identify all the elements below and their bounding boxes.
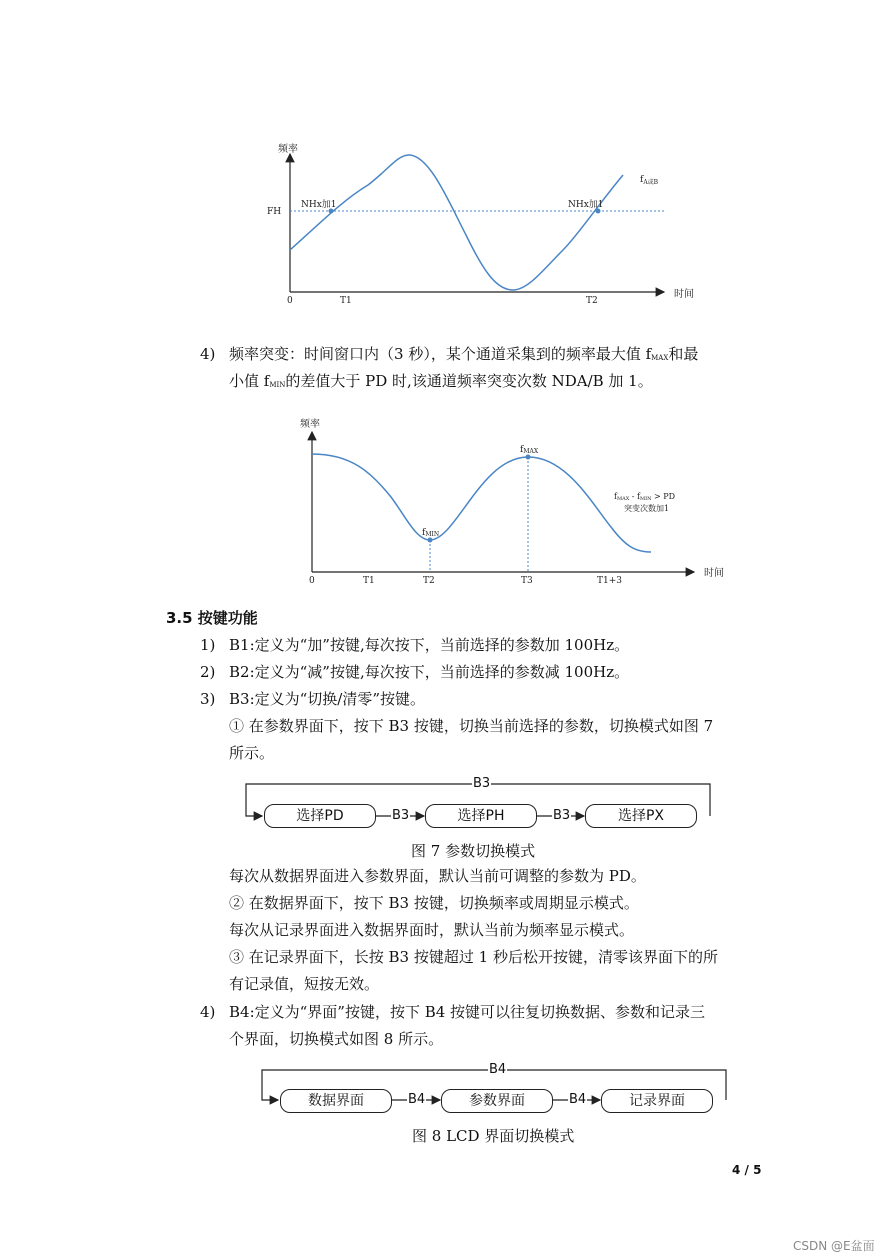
- fmin-point: [428, 538, 433, 543]
- b3-sub1-line-2: 所示。: [229, 744, 275, 762]
- fmax-label: fMAX: [520, 445, 539, 455]
- b3-sub1-line-1: ① 在参数界面下，按下 B3 按键，切换当前选择的参数，切换模式如图 7: [229, 717, 714, 735]
- frequency-curve: [312, 454, 651, 552]
- fmax-point: [526, 455, 531, 460]
- fig8-arrow-label-1: B4: [408, 1092, 426, 1107]
- list-item-4-line-1: B4:定义为“界面”按键，按下 B4 按键可以往复切换数据、参数和记录三: [229, 1003, 706, 1021]
- fmin-label: fMIN: [422, 528, 440, 538]
- point-label-1: NHx加1: [301, 200, 337, 210]
- tick-t1-plus-3: T1+3: [597, 576, 622, 586]
- x-axis-label: 时间: [704, 568, 724, 579]
- fh-label: FH: [267, 207, 282, 217]
- y-axis-label: 频率: [300, 419, 320, 430]
- list-item-3-number: 3): [200, 690, 216, 708]
- b3-sub1-note: 每次从数据界面进入参数界面，默认当前可调整的参数为 PD。: [229, 867, 646, 885]
- fig7-loop-label: B3: [473, 776, 491, 791]
- list-item-2-number: 2): [200, 663, 216, 681]
- tick-t2: T2: [423, 576, 435, 586]
- series-label: $f_{A或B}$: [640, 175, 659, 186]
- fig8-loop-label: B4: [489, 1062, 507, 1077]
- x-axis-label: 时间: [674, 289, 694, 300]
- list-item-4-number: 4): [200, 1003, 216, 1021]
- state-record-screen: 记录界面: [601, 1089, 713, 1113]
- state-select-ph: 选择PH: [425, 804, 537, 828]
- tick-t1: T1: [363, 576, 375, 586]
- watermark: CSDN @E盆面: [793, 1239, 875, 1253]
- y-axis-label: 频率: [278, 144, 298, 155]
- b3-sub3-line-1: ③ 在记录界面下，长按 B3 按键超过 1 秒后松开按键，清零该界面下的所: [229, 948, 718, 966]
- list-item-3-text: B3:定义为“切换/清零”按键。: [229, 690, 426, 708]
- state-select-pd: 选择PD: [264, 804, 376, 828]
- jump-note-line-1: fMAX - fMIN > PD: [614, 492, 676, 502]
- item-4-line-2: 小值 fMIN的差值大于 PD 时,该通道频率突变次数 NDA/B 加 1。: [229, 372, 653, 390]
- point-label-2: NHx加1: [568, 200, 604, 210]
- b3-sub2: ② 在数据界面下，按下 B3 按键，切换频率或周期显示模式。: [229, 894, 639, 912]
- fig8-arrow-label-2: B4: [569, 1092, 587, 1107]
- state-select-px: 选择PX: [585, 804, 697, 828]
- jump-note-line-2: 突变次数加1: [624, 504, 670, 513]
- origin-label: 0: [287, 296, 293, 306]
- fig7-arrow-label-2: B3: [553, 808, 571, 823]
- list-item-1-number: 1): [200, 636, 216, 654]
- fig7-arrow-label-1: B3: [392, 808, 410, 823]
- tick-t2: T2: [586, 296, 598, 306]
- origin-label: 0: [309, 576, 315, 586]
- b3-sub3-line-2: 有记录值，短按无效。: [229, 975, 380, 993]
- page-number: 4 / 5: [732, 1163, 762, 1177]
- section-heading: 3.5 按键功能: [166, 609, 258, 627]
- list-item-4-line-2: 个界面，切换模式如图 8 所示。: [229, 1030, 444, 1048]
- chart-frequency-threshold: [258, 140, 694, 310]
- item-4-number: 4): [200, 345, 216, 363]
- state-data-screen: 数据界面: [280, 1089, 392, 1113]
- state-param-screen: 参数界面: [441, 1089, 553, 1113]
- list-item-1-text: B1:定义为“加”按键,每次按下，当前选择的参数加 100Hz。: [229, 636, 630, 654]
- chart-frequency-jump: [296, 412, 736, 592]
- list-item-2-text: B2:定义为“减”按键,每次按下，当前选择的参数减 100Hz。: [229, 663, 630, 681]
- figure-8-caption: 图 8 LCD 界面切换模式: [412, 1127, 575, 1145]
- b3-sub2-note: 每次从记录界面进入数据界面时，默认当前为频率显示模式。: [229, 921, 635, 939]
- frequency-curve: [290, 155, 623, 290]
- tick-t3: T3: [521, 576, 533, 586]
- item-4-line-1: 频率突变：时间窗口内（3 秒），某个通道采集到的频率最大值 fMAX和最: [229, 345, 699, 363]
- tick-t1: T1: [340, 296, 352, 306]
- figure-7-caption: 图 7 参数切换模式: [411, 842, 536, 860]
